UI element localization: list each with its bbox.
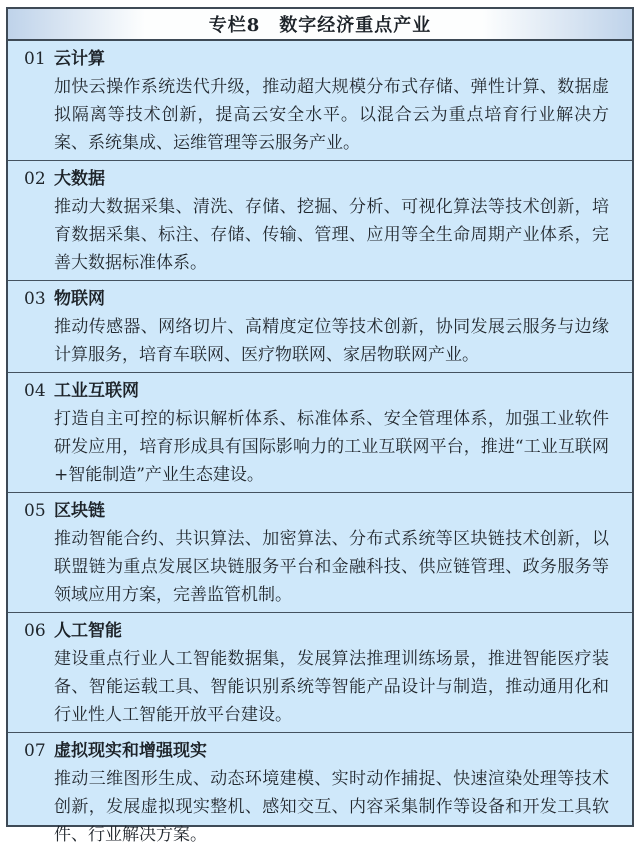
section-text: 推动三维图形生成、动态环境建模、实时动作捕捉、快速渲染处理等技术创新，发展虚拟现实整机、感知交互、内容采集制作等设备和开发工具软件、行业解决方案。 [54,769,609,845]
section-big-data [8,160,632,280]
section-ai [8,612,632,732]
section-number: 02 [24,169,46,189]
section-title: 工业互联网 [54,381,139,401]
section-title: 物联网 [54,289,105,309]
section-title: 虚拟现实和增强现实 [54,741,207,761]
policy-box [6,7,634,845]
section-text: 推动大数据采集、清洗、存储、挖掘、分析、可视化算法等技术创新，培育数据采集、标注、存储、传输、管理、应用等全生命周期产业体系，完善大数据标准体系。 [54,197,609,273]
section-title: 区块链 [54,501,105,521]
section-text: 建设重点行业人工智能数据集，发展算法推理训练场景，推进智能医疗装备、智能运载工具、智能识别系统等智能产品设计与制造，推动通用化和行业性人工智能开放平台建设。 [54,649,609,725]
section-title: 云计算 [54,49,105,69]
section-number: 03 [24,289,46,309]
section-number: 04 [24,381,46,401]
section-text: 打造自主可控的标识解析体系、标准体系、安全管理体系，加强工业软件研发应用，培育形成具有国际影响力的工业互联网平台，推进“工业互联网+智能制造”产业生态建设。 [54,409,609,485]
section-iot [8,280,632,372]
section-title: 大数据 [54,169,105,189]
section-text: 推动传感器、网络切片、高精度定位等技术创新，协同发展云服务与边缘计算服务，培育车联网、医疗物联网、家居物联网产业。 [54,317,609,365]
section-blockchain [8,492,632,612]
section-text: 加快云操作系统迭代升级，推动超大规模分布式存储、弹性计算、数据虚拟隔离等技术创新，提高云安全水平。以混合云为重点培育行业解决方案、系统集成、运维管理等云服务产业。 [54,77,609,153]
section-title: 人工智能 [54,621,122,641]
section-text: 推动智能合约、共识算法、加密算法、分布式系统等区块链技术创新，以联盟链为重点发展区块链服务平台和金融科技、供应链管理、政务服务等领域应用方案，完善监管机制。 [54,529,609,605]
section-number: 05 [24,501,46,521]
section-number: 06 [24,621,46,641]
box-header [8,9,632,41]
section-number: 07 [24,741,46,761]
section-cloud-computing [8,41,632,160]
section-number: 01 [24,49,46,69]
box-title: 专栏8 数字经济重点产业 [208,15,432,36]
section-vr-ar [8,732,632,852]
section-industrial-internet [8,372,632,492]
